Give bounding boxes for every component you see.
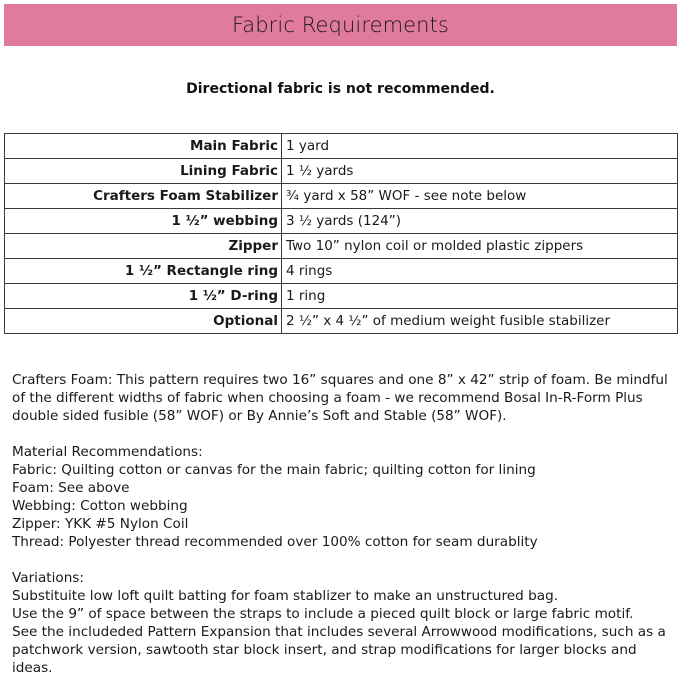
requirement-value: 3 ½ yards (124”) (282, 209, 678, 234)
requirement-value: Two 10” nylon coil or molded plastic zippers (282, 234, 678, 259)
table-row (5, 134, 678, 159)
materials-item: Thread: Polyester thread recommended over 100% cotton for seam durablity (12, 534, 538, 550)
table-row (5, 209, 678, 234)
requirement-value: 4 rings (282, 259, 678, 284)
materials-item: Zipper: YKK #5 Nylon Coil (12, 516, 189, 532)
requirement-label: Optional (5, 309, 282, 334)
materials-item: Foam: See above (12, 480, 130, 496)
requirement-value: ¾ yard x 58” WOF - see note below (282, 184, 678, 209)
variations-item: Use the 9” of space between the straps to include a pieced quilt block or large fabric motif. (12, 606, 634, 622)
materials-item: Fabric: Quilting cotton or canvas for the main fabric; quilting cotton for lining (12, 462, 536, 478)
fabric-requirements-table (4, 133, 678, 334)
requirement-value: 1 ½ yards (282, 159, 678, 184)
table-row (5, 159, 678, 184)
requirement-label: Lining Fabric (5, 159, 282, 184)
table-row (5, 309, 678, 334)
variations-item: See the includeded Pattern Expansion that includes several Arrowwood modifications, such as a patchwork version, sawtooth star block insert, and strap modifications for larger blocks and ideas. (12, 624, 666, 676)
requirement-label: Zipper (5, 234, 282, 259)
page-title-banner (4, 4, 677, 46)
requirement-value: 1 ring (282, 284, 678, 309)
requirement-label: 1 ½” D-ring (5, 284, 282, 309)
crafters-foam-note (12, 371, 672, 425)
requirement-label: Main Fabric (5, 134, 282, 159)
materials-heading: Material Recommendations: (12, 444, 203, 460)
page-title: Fabric Requirements (232, 13, 449, 37)
table-row (5, 284, 678, 309)
requirement-value: 2 ½” x 4 ½” of medium weight fusible stabilizer (282, 309, 678, 334)
variations-heading: Variations: (12, 570, 84, 586)
pattern-notes (12, 371, 672, 677)
requirement-label: Crafters Foam Stabilizer (5, 184, 282, 209)
materials-item: Webbing: Cotton webbing (12, 498, 188, 514)
crafters-foam-text: This pattern requires two 16” squares and one 8” x 42” strip of foam. Be mindful of the different widths of fabric when choosing a foam - we recommend Bosal In-R-Form Plus double sided fusible (58” WOF) or By Annie’s Soft and Stable (58” WOF). (12, 372, 668, 424)
table-row (5, 184, 678, 209)
table-row (5, 259, 678, 284)
variations-item: Substituite low loft quilt batting for foam stablizer to make an unstructured bag. (12, 588, 559, 604)
requirement-label: 1 ½” Rectangle ring (5, 259, 282, 284)
requirement-label: 1 ½” webbing (5, 209, 282, 234)
table-row (5, 234, 678, 259)
crafters-foam-heading: Crafters Foam: (12, 372, 113, 388)
directional-fabric-notice: Directional fabric is not recommended. (186, 81, 495, 97)
requirement-value: 1 yard (282, 134, 678, 159)
